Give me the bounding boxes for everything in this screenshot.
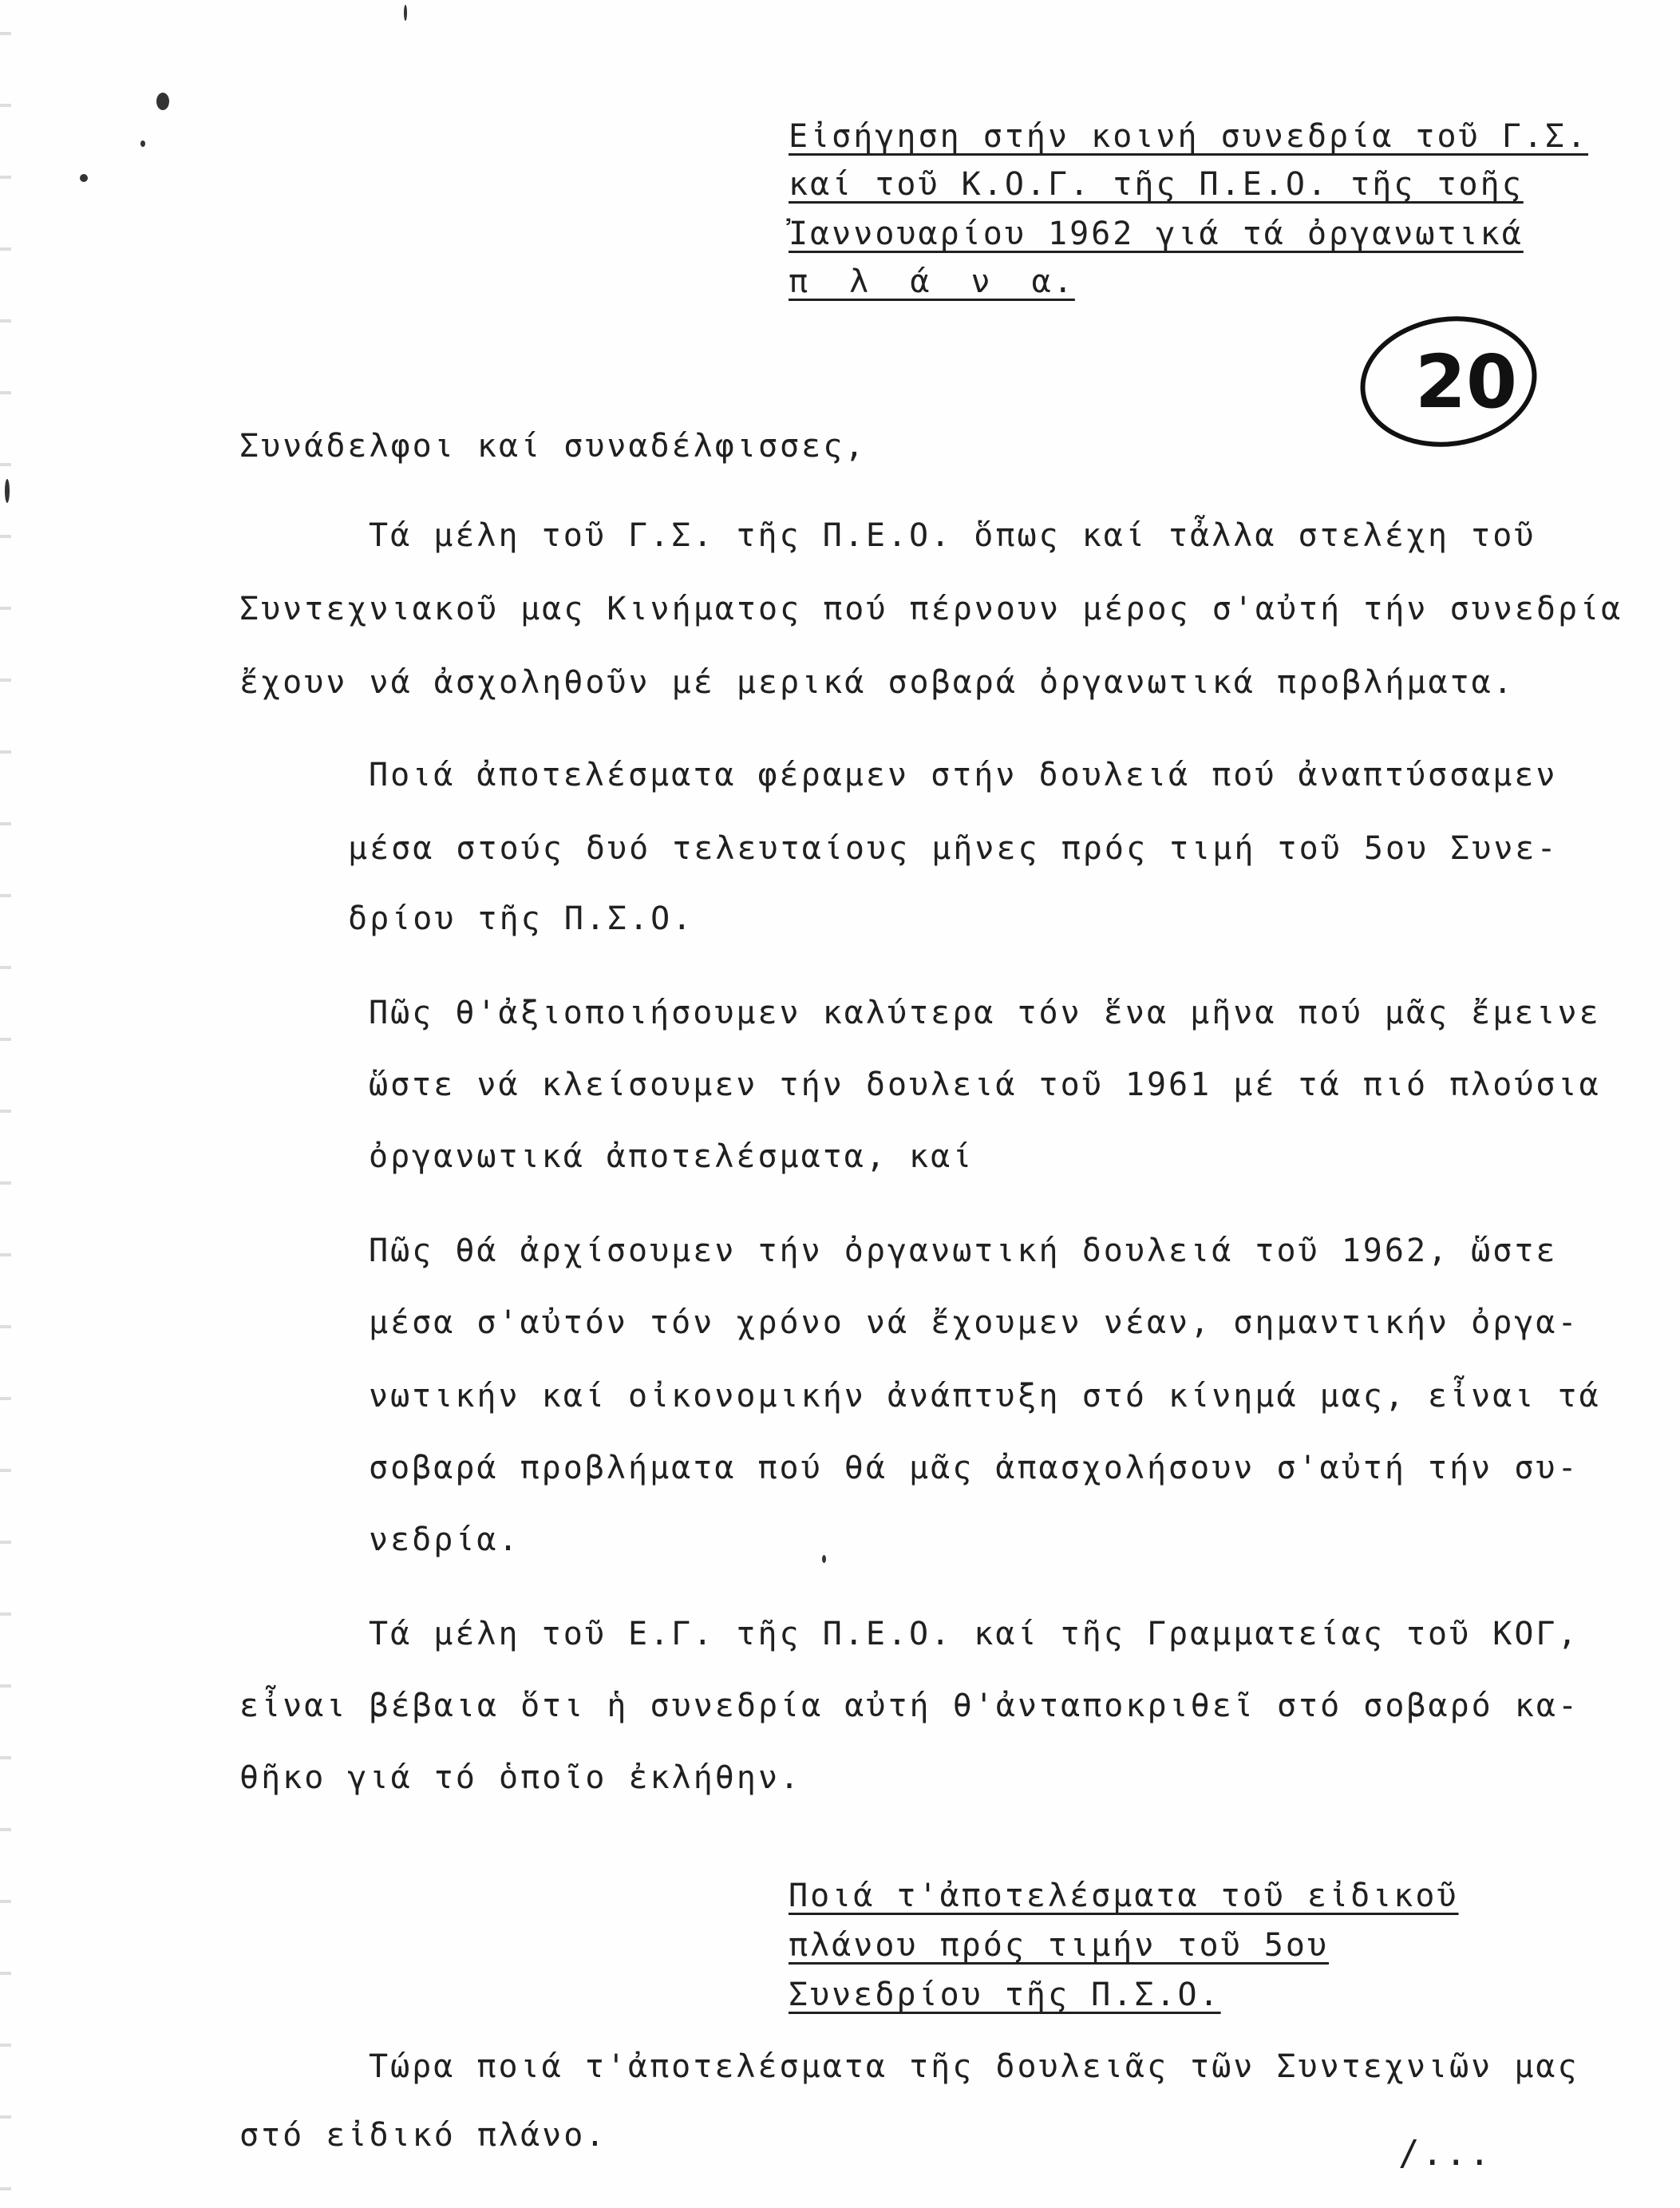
heading-line-3: Ἰαννουαρίου 1962 γιά τά ὀργανωτικά (789, 216, 1524, 252)
paragraph-line: Πῶς θά ἀρχίσουμεν τήν ὀργανωτική δουλειά τοῦ 1962, ὥστε (369, 1233, 1558, 1269)
scan-speck (404, 5, 407, 21)
salutation: Συνάδελφοι καί συναδέλφισσες, (239, 428, 867, 465)
paragraph-line: σοβαρά προβλήματα πού θά μᾶς ἀπασχολήσουν σ'αὐτή τήν συ- (369, 1450, 1579, 1486)
paragraph-line: θῆκο γιά τό ὁποῖο ἐκλήθην. (239, 1759, 802, 1796)
scan-speck (5, 479, 10, 503)
subheading-line-1: Ποιά τ'ἀποτελέσματα τοῦ εἰδικοῦ (789, 1878, 1459, 1914)
continuation-mark: /... (1398, 2133, 1492, 2174)
paragraph-line: μέσα σ'αὐτόν τόν χρόνο νά ἔχουμεν νέαν, σημαντικήν ὀργα- (369, 1304, 1579, 1341)
paragraph-line: Τά μέλη τοῦ Ε.Γ. τῆς Π.Ε.Ο. καί τῆς Γραμματείας τοῦ ΚΟΓ, (369, 1616, 1579, 1652)
subheading-line-2: πλάνου πρός τιμήν τοῦ 5ου (789, 1927, 1330, 1964)
paragraph-line: Πῶς θ'ἀξιοποιήσουμεν καλύτερα τόν ἕνα μῆνα πού μᾶς ἔμεινε (369, 995, 1601, 1031)
scan-speck (80, 174, 88, 182)
paragraph-line: Τά μέλη τοῦ Γ.Σ. τῆς Π.Ε.Ο. ὅπως καί τἆλλα στελέχη τοῦ (369, 517, 1536, 554)
paragraph-line: δρίου τῆς Π.Σ.Ο. (348, 900, 694, 937)
handwritten-circle (1353, 310, 1544, 453)
paragraph-line: Τώρα ποιά τ'ἀποτελέσματα τῆς δουλειᾶς τῶν Συντεχνιῶν μας (369, 2048, 1579, 2085)
circled-page-number (1353, 310, 1544, 453)
paragraph-line: εἶναι βέβαια ὅτι ἡ συνεδρία αὐτή θ'ἀνταποκριθεῖ στό σοβαρό κα- (239, 1688, 1580, 1724)
heading-line-4: π λ ά ν α. (789, 263, 1075, 300)
scan-edge-artifact (0, 0, 11, 2208)
scan-speck (822, 1555, 826, 1563)
paragraph-line: Συντεχνιακοῦ μας Κινήματος πού πέρνουν μέρος σ'αὐτή τήν συνεδρία (239, 591, 1623, 627)
paragraph-line: Ποιά ἀποτελέσματα φέραμεν στήν δουλειά πού ἀναπτύσσαμεν (369, 757, 1558, 793)
paragraph-line: ἔχουν νά ἀσχοληθοῦν μέ μερικά σοβαρά ὀργανωτικά προβλήματα. (239, 664, 1515, 701)
heading-line-2: καί τοῦ Κ.Ο.Γ. τῆς Π.Ε.Ο. τῆς τοῆς (789, 166, 1524, 203)
scan-speck (156, 93, 169, 110)
paragraph-line: στό εἰδικό πλάνο. (239, 2117, 607, 2154)
scan-speck (140, 140, 145, 147)
paragraph-line: ὥστε νά κλείσουμεν τήν δουλειά τοῦ 1961 μέ τά πιό πλούσια (369, 1066, 1601, 1103)
paragraph-line: ὀργανωτικά ἀποτελέσματα, καί (369, 1138, 974, 1175)
page-number: 20 (1415, 339, 1518, 425)
heading-line-1: Εἰσήγηση στήν κοινή συνεδρία τοῦ Γ.Σ. (789, 118, 1589, 155)
paragraph-line: νεδρία. (369, 1521, 520, 1558)
paragraph-line: μέσα στούς δυό τελευταίους μῆνες πρός τιμή τοῦ 5ου Συνε- (348, 830, 1559, 867)
paragraph-line: νωτικήν καί οἰκονομικήν ἀνάπτυξη στό κίνημά μας, εἶναι τά (369, 1378, 1601, 1415)
subheading-line-3: Συνεδρίου τῆς Π.Σ.Ο. (789, 1977, 1221, 2013)
